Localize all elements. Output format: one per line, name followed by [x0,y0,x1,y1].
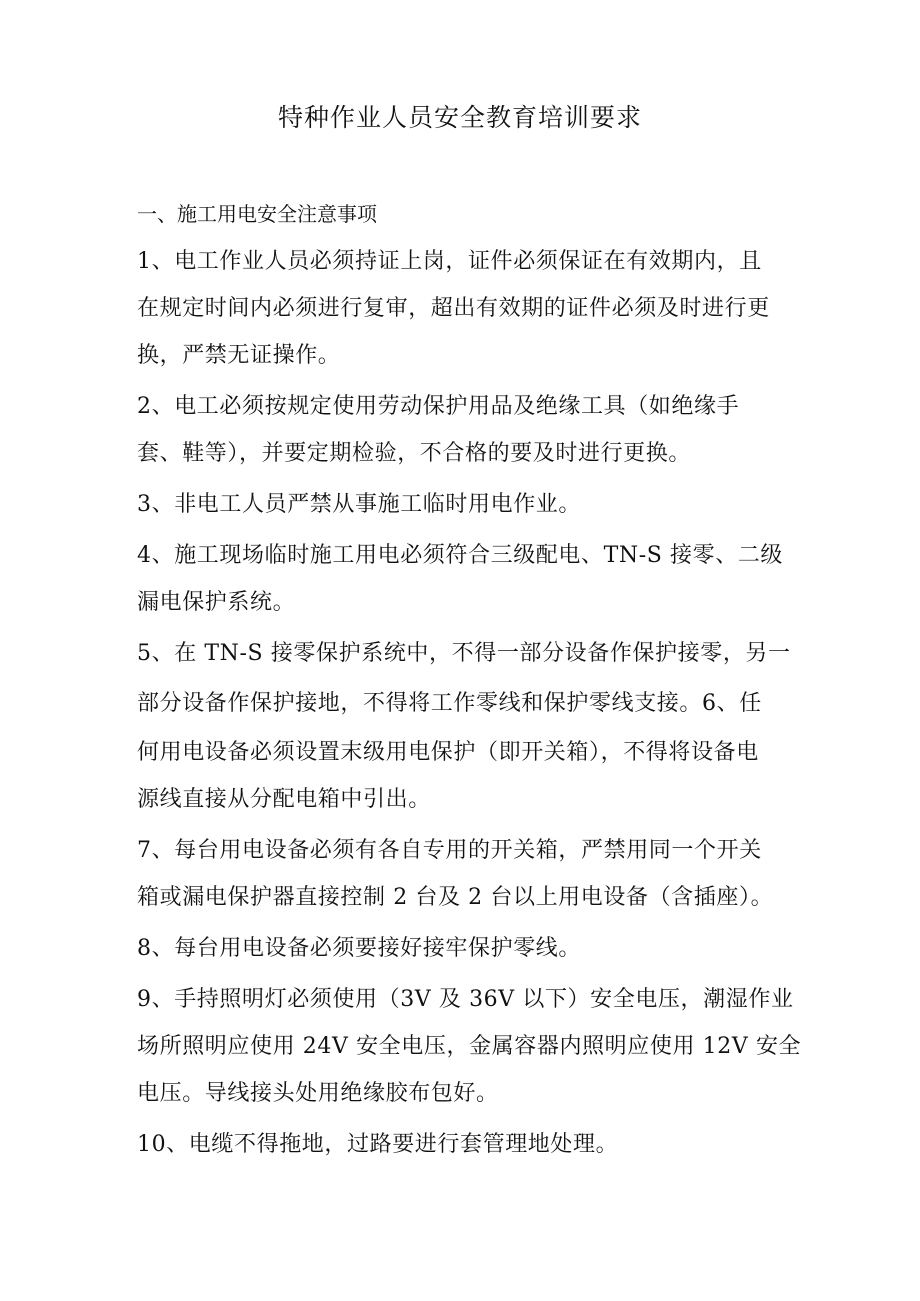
text-line: 部分设备作保护接地，不得将工作零线和保护零线支接。6、任 [137,691,762,716]
text-line: 源线直接从分配电箱中引出。 [137,787,431,812]
text-line: 在规定时间内必须进行复审，超出有效期的证件必须及时进行更 [137,296,770,321]
text-line: 10、电缆不得拖地，过路要进行套管理地处理。 [137,1132,619,1157]
text-line: 箱或漏电保护器直接控制 2 台及 2 台以上用电设备（含插座）。 [137,885,774,910]
text-line: 场所照明应使用 24V 安全电压，金属容器内照明应使用 12V 安全 [137,1034,802,1059]
document-title: 特种作业人员安全教育培训要求 [277,103,642,132]
text-line: 2、电工必须按规定使用劳动保护用品及绝缘工具（如绝缘手 [137,394,740,419]
text-line: 9、手持照明灯必须使用（3V 及 36V 以下）安全电压，潮湿作业 [137,987,794,1012]
text-line: 电压。导线接头处用绝缘胶布包好。 [137,1081,499,1106]
text-line: 7、每台用电设备必须有各自专用的开关箱，严禁用同一个开关 [137,838,762,863]
text-line: 8、每台用电设备必须要接好接牢保护零线。 [137,936,581,961]
text-line: 换，严禁无证操作。 [137,343,341,368]
text-line: 5、在 TN-S 接零保护系统中，不得一部分设备作保护接零，另一 [137,641,791,666]
text-line: 3、非电工人员严禁从事施工临时用电作业。 [137,492,581,517]
text-line: 1、电工作业人员必须持证上岗，证件必须保证在有效期内，且 [137,249,762,274]
section-heading: 一、施工用电安全注意事项 [137,202,377,226]
text-line: 4、施工现场临时施工用电必须符合三级配电、TN-S 接零、二级 [137,543,784,568]
text-line: 套、鞋等），并要定期检验，不合格的要及时进行更换。 [137,441,692,466]
text-line: 漏电保护系统。 [137,590,296,615]
text-line: 何用电设备必须设置末级用电保护（即开关箱），不得将设备电 [137,740,759,765]
